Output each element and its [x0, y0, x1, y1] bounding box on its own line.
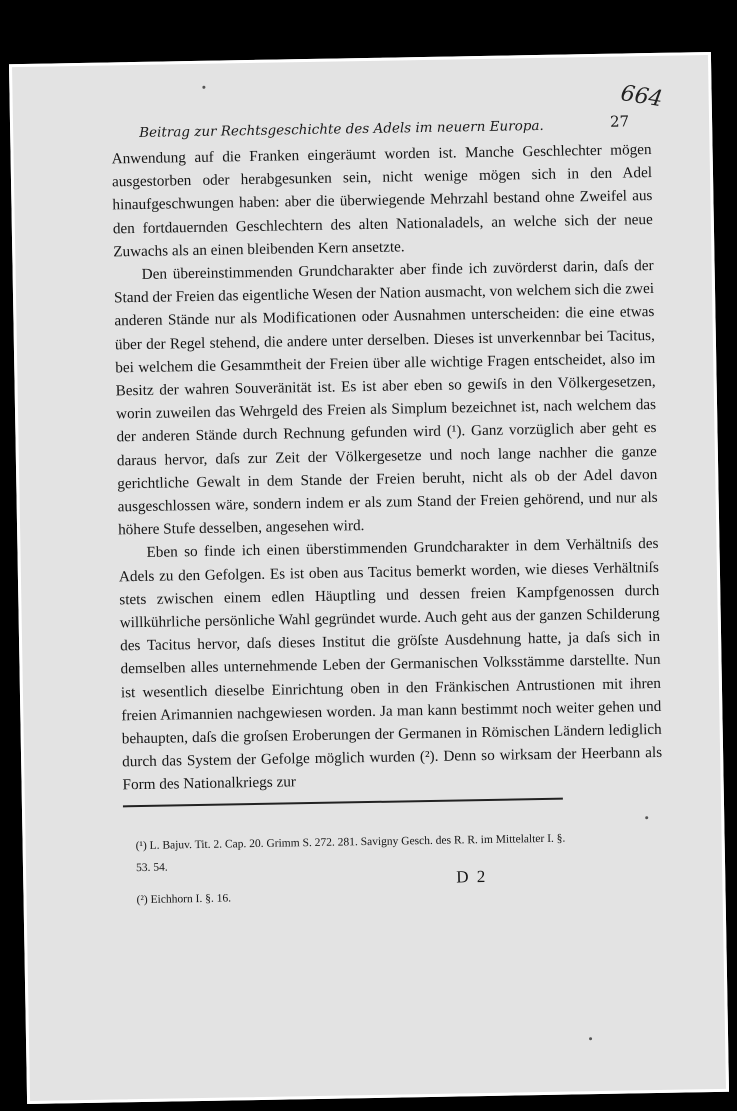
- footnote-1: (¹) L. Bajuv. Tit. 2. Cap. 20. Grimm S. 272. 281. Savigny Gesch. des R. R. im Mittelalter I. §. 53. 54.: [135, 832, 566, 875]
- scan-speck: [589, 1037, 592, 1040]
- paragraph-1: Anwendung auf die Franken eingeräumt worden ist. Manche Geschlechter mögen ausgestorben oder herabgesunken sein, nicht wenige mögen sich in den Adel hinaufgeschwungen haben: aber die überwiegende Mehrzahl bestand ohne Zweifel aus den fortdauernden Geschlechtern des alten Nationaladels, an welche sich der neue Zuwachs als an einen bleibenden Kern ansetzte.: [111, 141, 653, 261]
- running-head: [139, 112, 630, 141]
- scan-speck: [202, 86, 205, 89]
- footnote-rule: [123, 798, 563, 808]
- page-number: 27: [609, 112, 630, 131]
- footnote-2: (²) Eichhorn I. §. 16.: [136, 892, 232, 907]
- footnotes: [135, 827, 576, 921]
- running-head-title: Beitrag zur Rechtsgeschichte des Adels im neuern Europa.: [139, 117, 544, 141]
- archive-number: 664: [618, 81, 665, 113]
- paragraph-3: Eben so finde ich einen überstimmenden Grundcharakter in dem Verhältniſs des Adels zu den Gefolgen. Es ist oben aus Tacitus bemerkt worden, wie dieses Verhältniſs stets zwischen einem edlen Häuptling und dessen freien Kampfgenossen durch willkührliche persönliche Wahl gegründet wurde. Auch geht aus der ganzen Schilderung des Tacitus hervor, daſs dieses Institut die gröſste Ausdehnung hatte, ja daſs sich in demselben alles unternehmende Leben der Germanischen Volksstämme darstellte. Nun ist wesentlich dieselbe Einrichtung oben in den Fränkischen Antrustionen mit ihren freien Arimannien nachgewiesen worden. Ja man kann bestimmt noch weiter gehen und behaupten, daſs die groſsen Eroberungen der Germanen in Römischen Ländern lediglich durch das System der Gefolge möglich wurden (²). Denn so wirksam der Heerbann als Form des Nationalkriegs zur: [118, 535, 663, 794]
- document-page: [9, 52, 729, 1104]
- signature-mark: D 2: [456, 866, 488, 887]
- scan-speck: [645, 816, 648, 819]
- body-text: [111, 138, 662, 797]
- paragraph-2: Den übereinstimmenden Grundcharakter aber finde ich zuvörderst darin, daſs der Stand der Freien das eigentliche Wesen der Nation ausmacht, von welchem sich die zwei anderen Stände nur als Modificationen oder Ausnahmen unterscheiden: die eine etwas über der Regel stehend, die andere unter derselben. Dieses ist unverkennbar bei Tacitus, bei welchem die Gesammtheit der Freien über alle wichtige Fragen entscheidet, also im Besitz der wahren Souveränität ist. Es ist aber eben so gewiſs in den Völkergesetzen, worin zuweilen das Wehrgeld des Freien als Simplum bezeichnet ist, nach welchem das der anderen Stände durch Rechnung gefunden wird (¹). Ganz vorzüglich aber geht es daraus hervor, daſs zur Zeit der Völkergesetze und noch lange nachher die ganze gerichtliche Gewalt in dem Stande der Freien beruht, nicht als ob der Adel davon ausgeschlossen wäre, sondern indem er als zum Stand der Freien gehörend, und nur als höhere Stufe desselben, angesehen wird.: [113, 257, 658, 539]
